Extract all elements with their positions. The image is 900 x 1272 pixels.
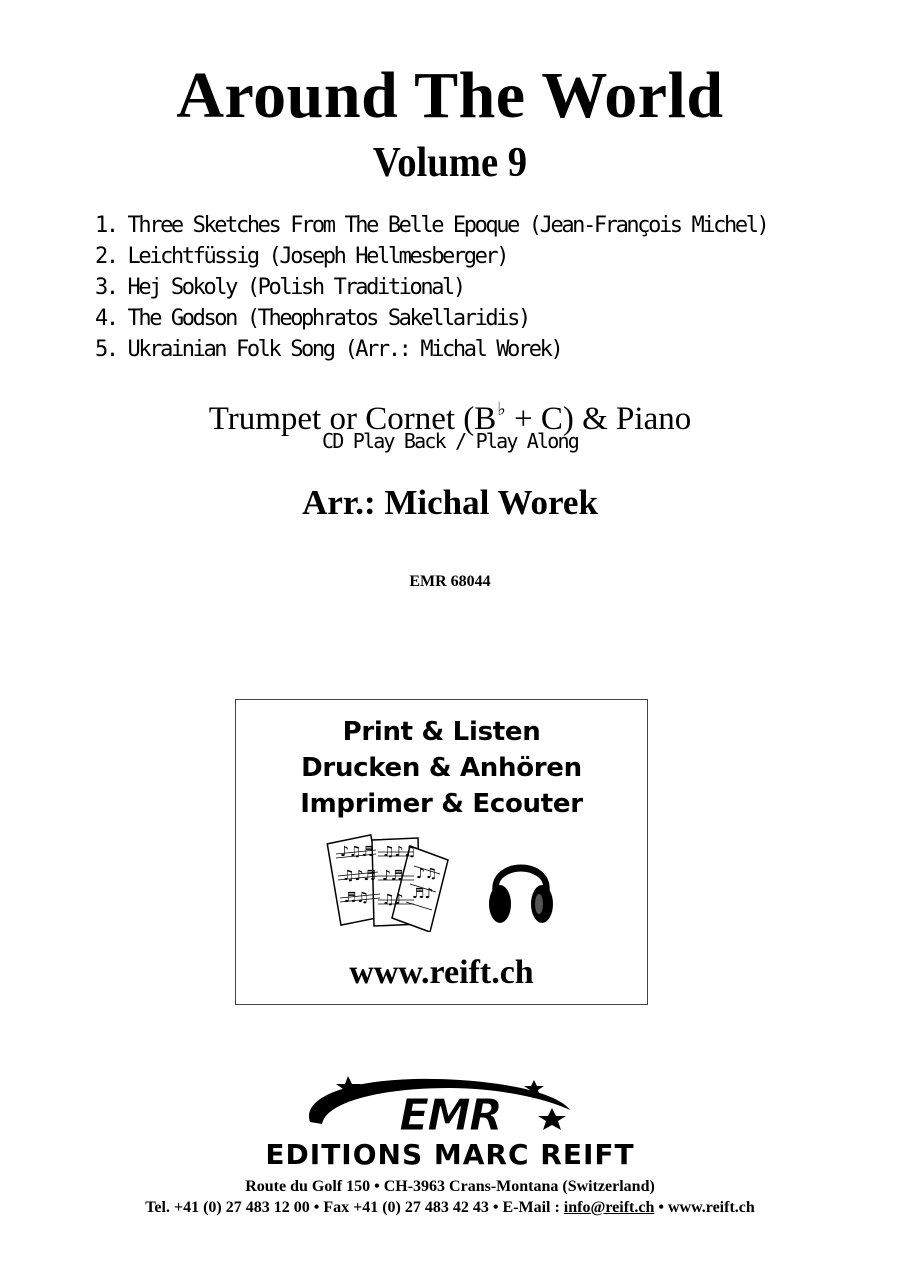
publisher-contact [0,1198,900,1218]
print-listen-box [235,699,648,1005]
track-item: 3. Hej Sokoly (Polish Traditional) [95,275,464,300]
cd-note: CD Play Back / Play Along [321,429,579,453]
svg-text:♪♬: ♪♬ [382,868,404,884]
promo-url: www.reift.ch [349,954,534,991]
track-item: 1. Three Sketches From The Belle Epoque (Jean-François Michel) [95,213,768,238]
page-title: Around The World [176,59,724,132]
svg-text:♫♪♫: ♫♪♫ [382,844,417,860]
svg-text:♫♪♬: ♫♪♬ [342,868,377,884]
promo-line-de: Drucken & Anhören [301,753,582,783]
track-item: 5. Ukrainian Folk Song (Arr.: Michal Worek) [95,337,562,362]
promo-line-fr: Imprimer & Ecouter [300,789,583,819]
svg-text:♪♫♬: ♪♫♬ [340,844,375,860]
phone-fax: Tel. +41 (0) 27 483 12 00 • Fax +41 (0) 27 483 42 43 • E-Mail : [145,1199,564,1216]
catalog-code: EMR 68044 [409,573,491,590]
headphones-icon [486,848,556,928]
instrumentation-suffix: + C) & Piano [505,401,692,437]
sheet-music-icon [326,832,456,932]
volume-subtitle: Volume 9 [372,140,528,186]
logo-text: EMR [399,1090,501,1141]
track-list [95,210,767,365]
publisher-name: EDITIONS MARC REIFT [265,1138,635,1171]
emr-logo [300,1072,590,1142]
website-text: • www.reift.ch [654,1199,755,1216]
track-item: 4. The Godson (Theophratos Sakellaridis) [95,306,529,331]
svg-text:♫♪: ♫♪ [382,892,404,908]
svg-text:♪♫: ♪♫ [416,866,438,882]
arranger: Arr.: Michal Worek [302,483,598,522]
instrumentation-prefix: Trumpet or Cornet (B [208,401,497,437]
flat-sign: ♭ [497,399,506,419]
publisher-address: Route du Golf 150 • CH-3963 Crans-Montana (Switzerland) [245,1178,655,1195]
svg-text:♬♫: ♬♫ [344,890,370,906]
svg-text:♬♪: ♬♪ [412,886,434,902]
email-link[interactable]: info@reift.ch [563,1199,655,1216]
promo-line-en: Print & Listen [342,717,541,747]
track-item: 2. Leichtfüssig (Joseph Hellmesberger) [95,244,508,269]
